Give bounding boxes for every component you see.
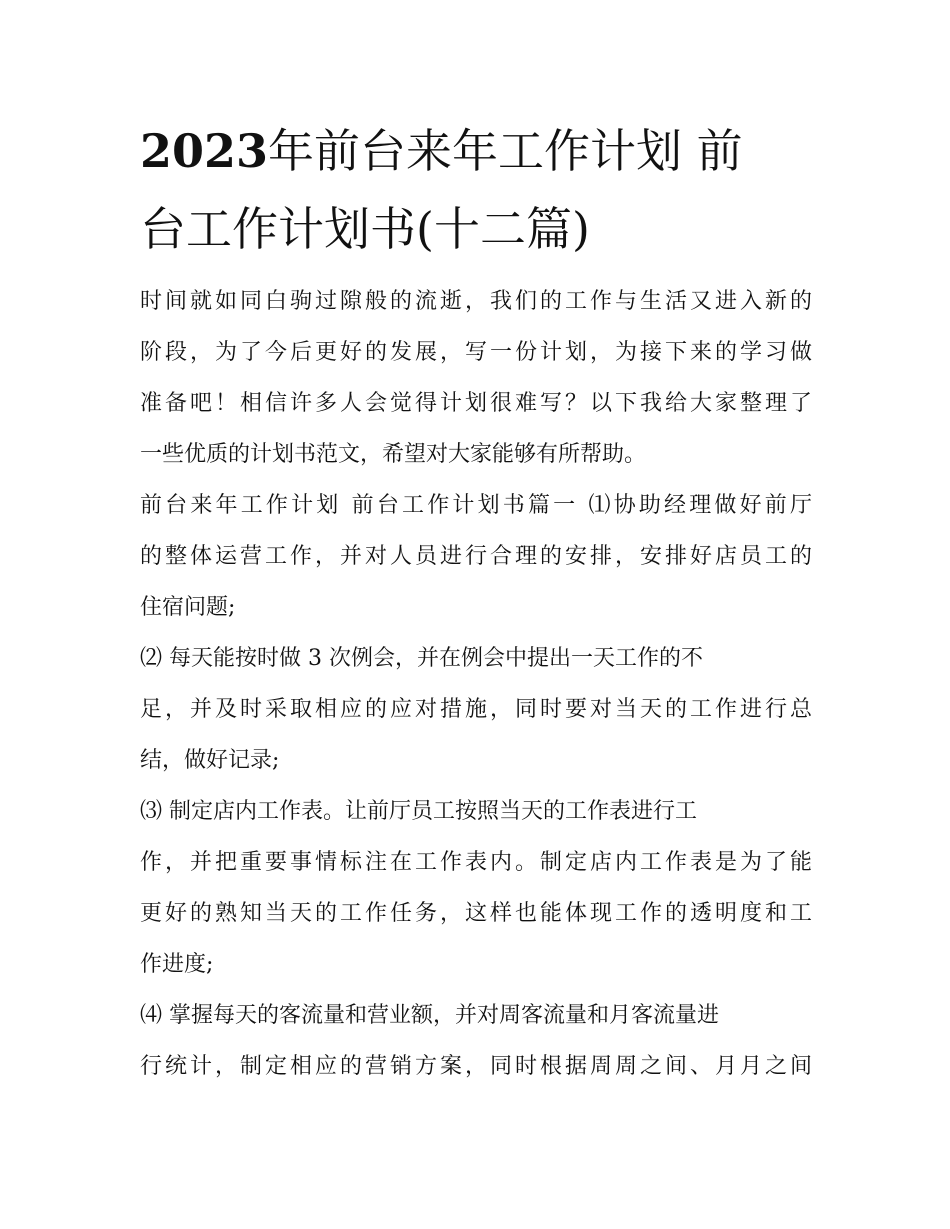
text-line: ⑵ 每天能按时做 3 次例会，并在例会中提出一天工作的不	[140, 646, 703, 671]
text-line: 准备吧！相信许多人会觉得计划很难写？以下我给大家整理了	[140, 391, 812, 416]
document-title	[140, 112, 812, 268]
text-line: 时间就如同白驹过隙般的流逝，我们的工作与生活又进入新的	[140, 289, 812, 314]
text-line: ⑷ 掌握每天的客流量和营业额，并对周客流量和月客流量进	[140, 1003, 719, 1028]
text-line: 阶段，为了今后更好的发展，写一份计划，为接下来的学习做	[140, 340, 812, 365]
text-line: 行统计，制定相应的营销方案，同时根据周周之间、月月之间	[140, 1054, 812, 1079]
document-body	[140, 276, 812, 1092]
text-line: ⑶ 制定店内工作表。让前厅员工按照当天的工作表进行工	[140, 799, 697, 824]
text-line: 作进度;	[140, 952, 214, 977]
text-line: 一些优质的计划书范文，希望对大家能够有所帮助。	[140, 442, 647, 467]
title-line1-rest: 年前台来年工作计划 前	[268, 124, 743, 178]
text-line: 足，并及时采取相应的应对措施，同时要对当天的工作进行总	[140, 697, 812, 722]
paragraph-item-2	[140, 633, 812, 786]
paragraph-item-3	[140, 786, 812, 990]
text-line: 更好的熟知当天的工作任务，这样也能体现工作的透明度和工	[140, 901, 812, 926]
paragraph-item-1	[140, 480, 812, 633]
title-year: 2023	[140, 124, 269, 178]
document-content	[140, 112, 812, 1092]
text-line: 前台来年工作计划 前台工作计划书篇一 ⑴协助经理做好前厅	[140, 493, 812, 518]
text-line: 的整体运营工作，并对人员进行合理的安排，安排好店员工的	[140, 544, 812, 569]
paragraph-item-4	[140, 990, 812, 1092]
title-line2: 台工作计划书(十二篇)	[140, 202, 590, 256]
text-line: 结，做好记录;	[140, 748, 280, 773]
text-line: 作，并把重要事情标注在工作表内。制定店内工作表是为了能	[140, 850, 812, 875]
paragraph-intro	[140, 276, 812, 480]
text-line: 住宿问题;	[140, 595, 236, 620]
